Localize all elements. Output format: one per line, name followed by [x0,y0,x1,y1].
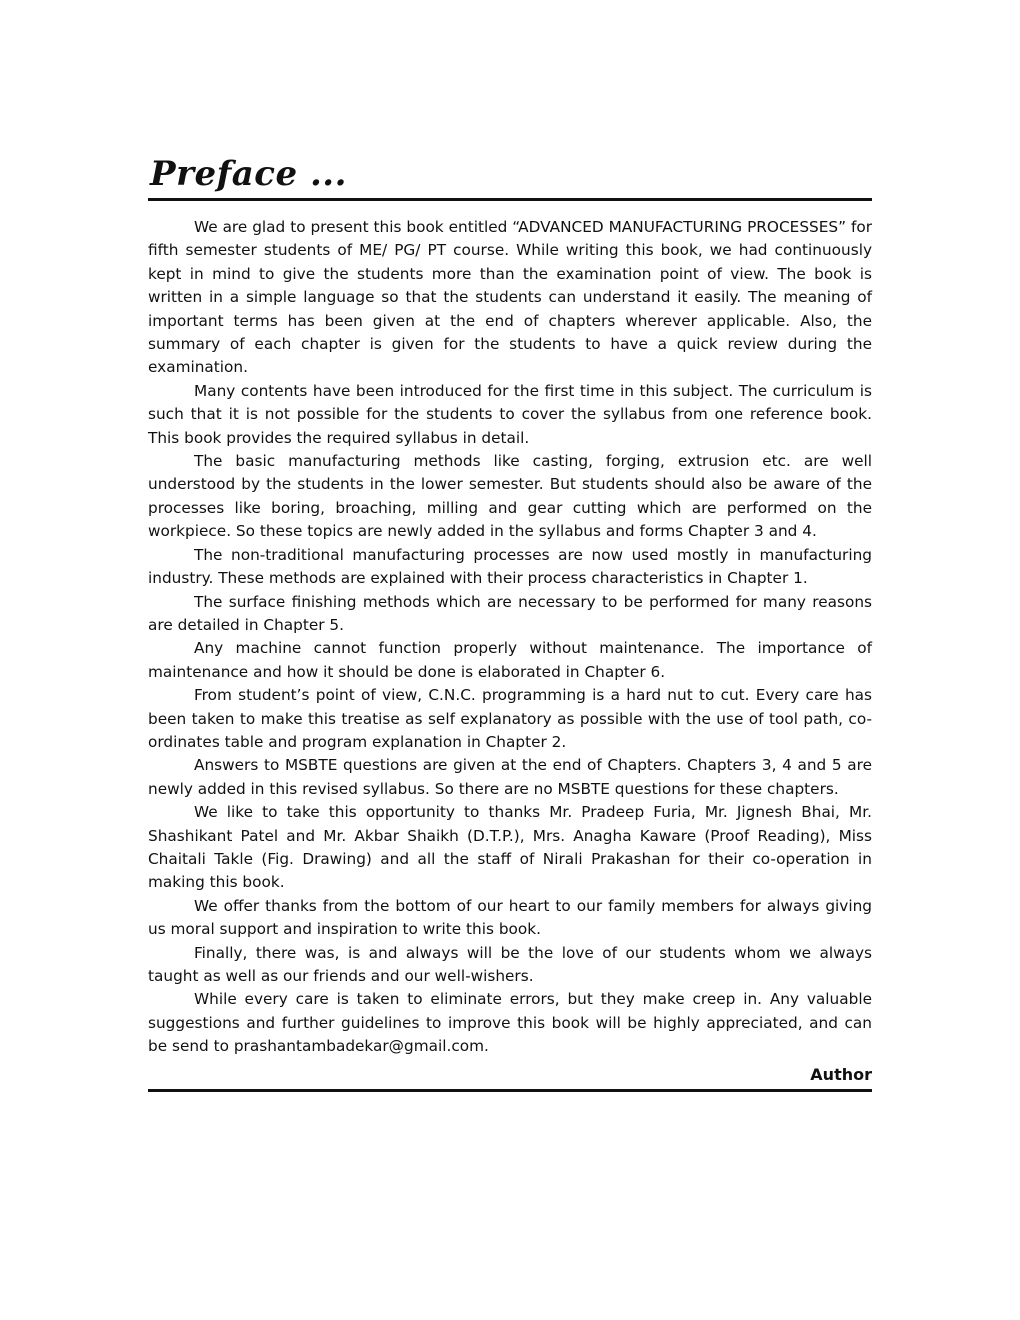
paragraph-students: Finally, there was, is and always will be the love of our students whom we always taught as well as our friends and our well-wishers. [148,943,872,985]
paragraph-non-traditional: The non-traditional manufacturing processes are now used mostly in manufacturing industry. These methods are explained with their process characteristics in Chapter 1. [148,545,872,588]
paragraph-maintenance: Any machine cannot function properly without maintenance. The importance of maintenance and how it should be done is elaborated in Chapter 6. [148,639,872,681]
paragraph-surface-finishing: The surface finishing methods which are necessary to be performed for many reasons are detailed in Chapter 5. [148,592,872,634]
title-rule [148,198,872,201]
paragraph-suggestions: While every care is taken to eliminate errors, but they make creep in. Any valuable suggestions and further guidelines to improve this book will be highly appreciated, and can be send to prashantambadekar@gmail.com. [148,990,872,1056]
page-title: Preface ... [150,154,347,194]
paragraph-msbte: Answers to MSBTE questions are given at the end of Chapters. Chapters 3, 4 and 5 are newly added in this revised syllabus. So there are no MSBTE questions for these chapters. [148,756,872,798]
paragraph-cnc: From student’s point of view, C.N.C. programming is a hard nut to cut. Every care has been taken to make this treatise as self explanatory as possible with the use of tool path, co-ordinates table and program explanation in Chapter 2. [148,686,872,751]
paragraph-basic-methods: The basic manufacturing methods like casting, forging, extrusion etc. are well understood by the students in the lower semester. But students should also be aware of the processes like boring, broaching, milling and gear cutting which are performed on the workpiece. So these topics are newly added in the syllabus and forms Chapter 3 and 4. [148,452,872,541]
paragraph-thanks-staff: We like to take this opportunity to thanks Mr. Pradeep Furia, Mr. Jignesh Bhai, Mr. Shashikant Patel and Mr. Akbar Shaikh (D.T.P.), Mrs. Anagha Kaware (Proof Reading), Miss Chaitali Takle (Fig. Drawing) and all the staff of Nirali Prakashan for their co-operation in making this book. [148,803,872,892]
paragraph-intro: We are glad to present this book entitled “ADVANCED MANUFACTURING PROCESSES” for fifth semester students of ME/ PG/ PT course. While writing this book, we had continuously kept in mind to give the students more than the examination point of view. The book is written in a simple language so that the students can understand it easily. The meaning of important terms has been given at the end of chapters wherever applicable. Also, the summary of each chapter is given for the students to have a quick review during the examination. [148,218,872,377]
preface-page [148,150,872,1092]
bottom-rule [148,1089,872,1092]
paragraph-contents: Many contents have been introduced for the first time in this subject. The curriculum is such that it is not possible for the students to cover the syllabus from one reference book. This book provides the required syllabus in detail. [148,381,872,447]
paragraph-thanks-family: We offer thanks from the bottom of our heart to our family members for always giving us moral support and inspiration to write this book. [148,896,872,939]
author-signature: Author [810,1064,872,1084]
preface-body [148,216,872,1059]
